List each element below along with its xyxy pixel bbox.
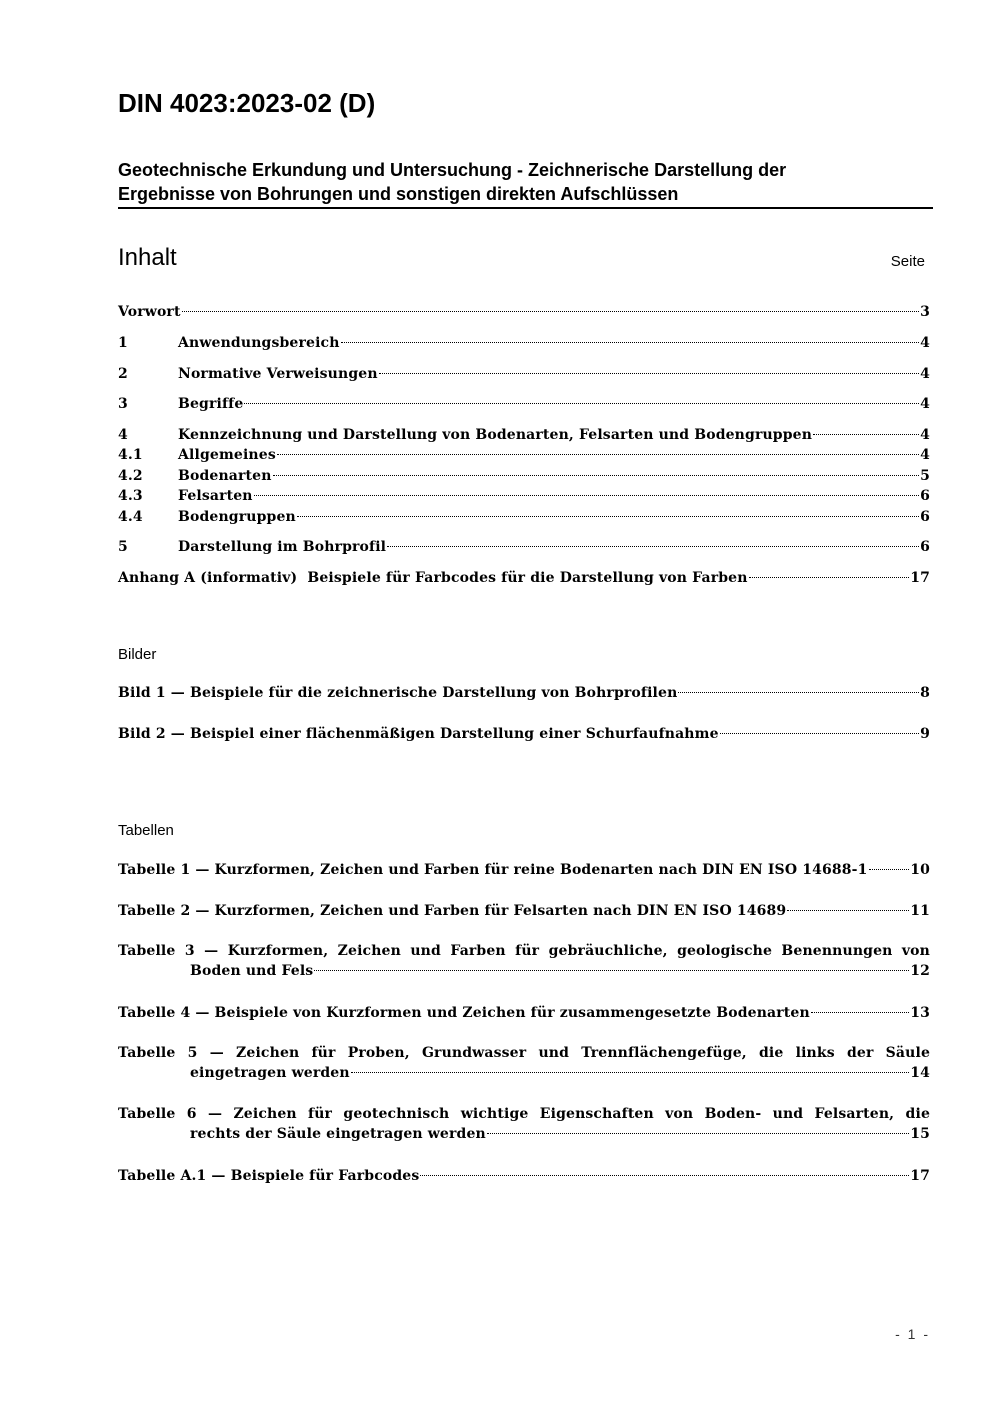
contents-heading: Inhalt — [118, 244, 177, 271]
toc-entry-number: 5 — [118, 539, 128, 555]
table-entry-1[interactable] — [118, 860, 930, 880]
figure-entry-2[interactable] — [118, 724, 930, 744]
dot-leader — [487, 1133, 909, 1134]
toc-entry-page: 4 — [920, 396, 930, 412]
dot-leader — [273, 475, 920, 476]
dot-leader — [813, 434, 919, 435]
toc-entry-page: 4 — [920, 427, 930, 443]
dot-leader — [341, 342, 920, 343]
toc-entry-page: 3 — [920, 304, 930, 320]
dot-leader — [787, 910, 909, 911]
dot-leader — [678, 692, 919, 693]
dot-leader — [182, 311, 920, 312]
figures-heading: Bilder — [118, 646, 157, 663]
dot-leader — [387, 546, 919, 547]
table-entry-label: Tabelle 5 — Zeichen für Proben, Grundwasser und Trennflächengefüge, die links der Säule — [118, 1045, 930, 1061]
toc-entry-4-1[interactable] — [118, 445, 930, 465]
toc-entry-label: Bodenarten — [178, 468, 272, 484]
figure-entry-label: Bild 2 — Beispiel einer flächenmäßigen Darstellung einer Schurfaufnahme — [118, 726, 719, 742]
toc-entry-4-3[interactable] — [118, 486, 930, 506]
toc-entry-number: 4.2 — [118, 468, 143, 484]
toc-entry-label: Begriffe — [178, 396, 244, 412]
dot-leader — [314, 970, 909, 971]
dot-leader — [277, 454, 919, 455]
toc-entry-page: 5 — [920, 468, 930, 484]
table-entry-page: 12 — [910, 963, 930, 979]
table-entry-label-continued: eingetragen werden — [190, 1065, 350, 1081]
table-entry-label: Tabelle 2 — Kurzformen, Zeichen und Farben für Felsarten nach DIN EN ISO 14689 — [118, 903, 787, 919]
table-entry-3[interactable] — [118, 941, 930, 981]
toc-entry-number: 1 — [118, 335, 128, 351]
toc-entry-number: 4.1 — [118, 447, 143, 463]
table-entry-6[interactable] — [118, 1104, 930, 1144]
table-entry-label-continued: Boden und Fels — [190, 963, 314, 979]
table-entry-page: 14 — [910, 1065, 930, 1081]
dot-leader — [420, 1175, 909, 1176]
toc-entry-page: 6 — [920, 488, 930, 504]
document-id: DIN 4023:2023-02 (D) — [118, 88, 376, 118]
dot-leader — [720, 733, 919, 734]
toc-entry-page: 6 — [920, 509, 930, 525]
table-entry-page: 15 — [910, 1126, 930, 1142]
toc-entry-2[interactable] — [118, 364, 930, 384]
toc-entry-label: Darstellung im Bohrprofil — [178, 539, 387, 555]
dot-leader — [869, 869, 910, 870]
table-entry-page: 13 — [910, 1005, 930, 1021]
toc-entry-vorwort[interactable] — [118, 302, 930, 322]
table-entry-label: Tabelle A.1 — Beispiele für Farbcodes — [118, 1168, 420, 1184]
toc-entry-label: Felsarten — [178, 488, 253, 504]
toc-entry-number: 4 — [118, 427, 128, 443]
page-column-label: Seite — [890, 253, 925, 270]
table-entry-5[interactable] — [118, 1043, 930, 1083]
toc-entry-4-2[interactable] — [118, 466, 930, 486]
table-entry-label-continued: rechts der Säule eingetragen werden — [190, 1126, 486, 1142]
document-title — [118, 158, 933, 209]
dot-leader — [351, 1072, 910, 1073]
toc-entry-page: 4 — [920, 335, 930, 351]
table-entry-page: 11 — [910, 903, 930, 919]
toc-entry-page: 4 — [920, 447, 930, 463]
document-title-line: Geotechnische Erkundung und Untersuchung - Zeichnerische Darstellung der — [118, 160, 787, 180]
table-entry-a1[interactable] — [118, 1166, 930, 1186]
figure-entry-page: 8 — [920, 685, 930, 701]
table-entry-page: 17 — [910, 1168, 930, 1184]
toc-entry-4[interactable] — [118, 425, 930, 445]
toc-entry-number: 3 — [118, 396, 128, 412]
dot-leader — [749, 577, 910, 578]
toc-entry-label: Anwendungsbereich — [178, 335, 340, 351]
toc-entry-page: 4 — [920, 366, 930, 382]
toc-entry-anhang-a[interactable] — [118, 568, 930, 588]
table-entry-label: Tabelle 6 — Zeichen für geotechnisch wichtige Eigenschaften von Boden- und Felsarten, die — [118, 1106, 930, 1122]
dot-leader — [244, 403, 919, 404]
document-title-line: Ergebnisse von Bohrungen und sonstigen direkten Aufschlüssen — [118, 184, 679, 204]
toc-entry-label: Kennzeichnung und Darstellung von Bodenarten, Felsarten und Bodengruppen — [178, 427, 813, 443]
page-number: - 1 - — [895, 1326, 930, 1342]
toc-entry-label: Bodengruppen — [178, 509, 296, 525]
toc-entry-number: 4.3 — [118, 488, 143, 504]
dot-leader — [297, 516, 919, 517]
toc-entry-label: Normative Verweisungen — [178, 366, 378, 382]
toc-entry-4-4[interactable] — [118, 507, 930, 527]
dot-leader — [379, 373, 919, 374]
toc-entry-label: Allgemeines — [178, 447, 276, 463]
dot-leader — [254, 495, 919, 496]
toc-entry-5[interactable] — [118, 537, 930, 557]
figure-entry-page: 9 — [920, 726, 930, 742]
dot-leader — [811, 1012, 909, 1013]
table-entry-4[interactable] — [118, 1003, 930, 1023]
toc-entry-label: Vorwort — [118, 304, 181, 320]
table-entry-label: Tabelle 3 — Kurzformen, Zeichen und Farben für gebräuchliche, geologische Benennungen von — [118, 943, 930, 959]
tables-heading: Tabellen — [118, 822, 174, 839]
figure-entry-label: Bild 1 — Beispiele für die zeichnerische Darstellung von Bohrprofilen — [118, 685, 678, 701]
table-entry-label: Tabelle 4 — Beispiele von Kurzformen und Zeichen für zusammengesetzte Bodenarten — [118, 1005, 810, 1021]
figure-entry-1[interactable] — [118, 683, 930, 703]
table-entry-label: Tabelle 1 — Kurzformen, Zeichen und Farben für reine Bodenarten nach DIN EN ISO 14688-1 — [118, 862, 868, 878]
toc-entry-number: 4.4 — [118, 509, 143, 525]
table-entry-page: 10 — [910, 862, 930, 878]
toc-entry-label: Anhang A (informativ) Beispiele für Farbcodes für die Darstellung von Farben — [118, 570, 748, 586]
table-entry-2[interactable] — [118, 901, 930, 921]
toc-entry-1[interactable] — [118, 333, 930, 353]
toc-entry-page: 6 — [920, 539, 930, 555]
toc-entry-3[interactable] — [118, 394, 930, 414]
toc-entry-number: 2 — [118, 366, 128, 382]
toc-entry-page: 17 — [910, 570, 930, 586]
